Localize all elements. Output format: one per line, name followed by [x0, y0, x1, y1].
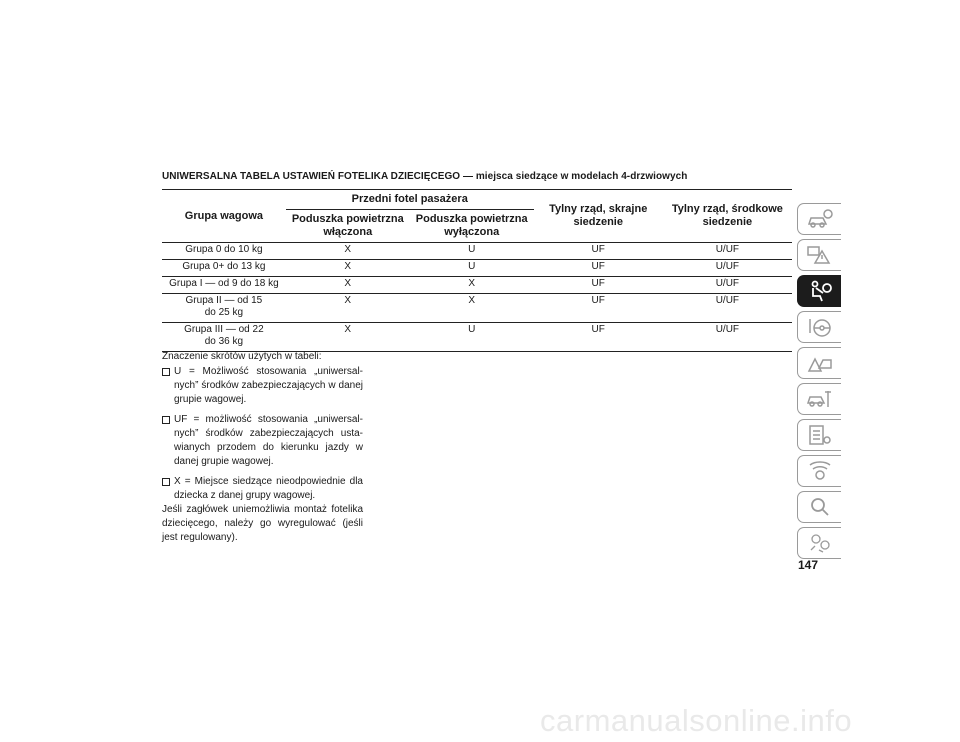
language-icon [805, 531, 835, 555]
checkbox-bullet-icon [162, 368, 170, 376]
header-weight-group: Grupa wagowa [162, 190, 286, 243]
cell-airbag-on: X [286, 294, 410, 323]
tab-specifications[interactable] [797, 419, 841, 451]
cell-rear-outer: UF [534, 277, 663, 294]
legend-text: U = Możliwość stosowania „uniwersal-nych” środków zabezpieczających w danej grupie wagowej. [174, 366, 363, 405]
cell-rear-outer: UF [534, 323, 663, 352]
table-row [162, 277, 792, 294]
cell-airbag-on: X [286, 277, 410, 294]
page-number: 147 [798, 558, 819, 572]
legend-text: X = Miejsce siedzące nieodpowiednie dla dziecka z danej grupy wagowej. [174, 476, 363, 501]
table-row [162, 294, 792, 323]
list-item [162, 475, 363, 503]
watermark: carmanualsonline.info [540, 703, 853, 738]
cell-rear-outer: UF [534, 243, 663, 260]
cell-group [162, 294, 286, 323]
cell-airbag-off: X [410, 277, 534, 294]
cell-group-text: Grupa III — od 22 do 36 kg [184, 324, 264, 347]
cell-group: Grupa 0 do 10 kg [162, 243, 286, 260]
header-front-seat: Przedni fotel pasażera [286, 190, 534, 210]
cell-airbag-on: X [286, 260, 410, 277]
tab-language[interactable] [797, 527, 841, 559]
header-rear-center: Tylny rząd, środkowe siedzenie [663, 190, 792, 243]
cell-airbag-off: U [410, 323, 534, 352]
legend-intro: Znaczenie skrótów użytych w tabeli: [162, 351, 322, 362]
headrest-note: Jeśli zagłówek uniemożliwia montaż fotelika dziecięcego, należy go wyregulować (jeśli jest regulowany). [162, 504, 363, 543]
checkbox-bullet-icon [162, 416, 170, 424]
dashboard-warning-icon [805, 243, 835, 267]
list-item [162, 365, 363, 407]
cell-rear-outer: UF [534, 294, 663, 323]
cell-airbag-on: X [286, 323, 410, 352]
cell-rear-center: U/UF [663, 277, 792, 294]
checkbox-bullet-icon [162, 478, 170, 486]
car-service-icon [805, 387, 835, 411]
tab-multimedia[interactable] [797, 455, 841, 487]
cell-group: Grupa 0+ do 13 kg [162, 260, 286, 277]
cell-rear-center: U/UF [663, 260, 792, 277]
cell-rear-center: U/UF [663, 323, 792, 352]
page-title: UNIWERSALNA TABELA USTAWIEŃ FOTELIKA DZIECIĘCEGO — miejsca siedzące w modelach 4-drzwiowych [162, 171, 688, 182]
child-seat-table [162, 189, 792, 352]
cell-airbag-off: U [410, 260, 534, 277]
cell-group-text: Grupa II — od 15 do 25 kg [185, 295, 263, 318]
table-row [162, 323, 792, 352]
list-item [162, 413, 363, 469]
index-search-icon [805, 495, 835, 519]
cell-airbag-off: U [410, 243, 534, 260]
tab-dashboard-warning[interactable] [797, 239, 841, 271]
specifications-list-icon [805, 423, 835, 447]
car-info-icon [805, 207, 835, 231]
multimedia-icon [805, 459, 835, 483]
steering-wheel-icon [805, 315, 835, 339]
tab-service[interactable] [797, 383, 841, 415]
header-rear-outer: Tylny rząd, skrajne siedzenie [534, 190, 663, 243]
tab-driving[interactable] [797, 311, 841, 343]
seat-airbag-icon [805, 279, 835, 303]
legend-text: UF = możliwość stosowania „uniwersal-nych” środków zabezpieczających usta-wianych przodem do kierunku jazdy w danej grupie wagowej. [174, 414, 363, 467]
cell-group [162, 323, 286, 352]
cell-rear-outer: UF [534, 260, 663, 277]
header-airbag-off: Poduszka powietrzna wyłączona [410, 210, 534, 243]
tab-emergency[interactable] [797, 347, 841, 379]
cell-airbag-on: X [286, 243, 410, 260]
tab-car-info[interactable] [797, 203, 841, 235]
tab-safety[interactable] [797, 275, 841, 307]
legend-list [162, 365, 363, 509]
table-row [162, 260, 792, 277]
cell-group: Grupa I — od 9 do 18 kg [162, 277, 286, 294]
cell-airbag-off: X [410, 294, 534, 323]
table-row [162, 243, 792, 260]
section-tabs [797, 203, 841, 563]
roadside-warning-icon [805, 351, 835, 375]
tab-index[interactable] [797, 491, 841, 523]
header-airbag-on: Poduszka powietrzna włączona [286, 210, 410, 243]
cell-rear-center: U/UF [663, 294, 792, 323]
cell-rear-center: U/UF [663, 243, 792, 260]
